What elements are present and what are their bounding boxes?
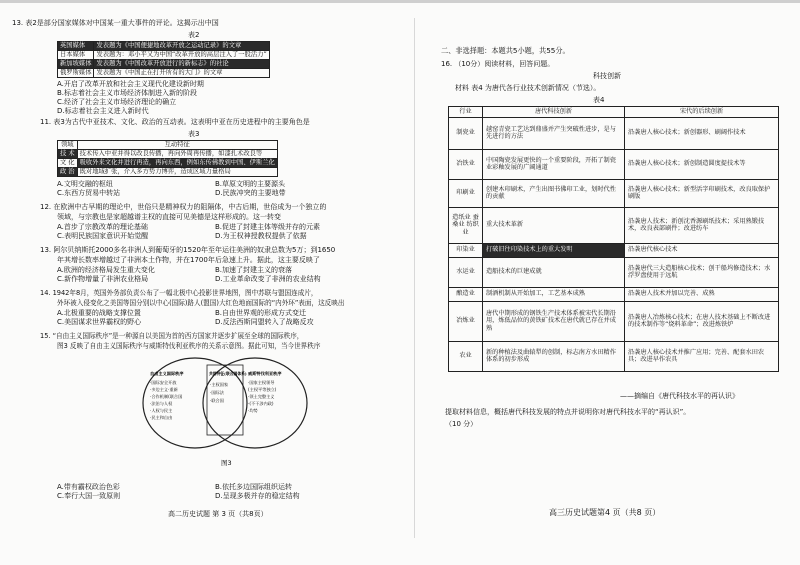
- venn-center-label: 共同特征(联合国体系): [209, 371, 247, 376]
- q12-line-2: 领域，与宗教也是家超越谱主权的直接可见美德是这样形成的。这一转变: [57, 213, 281, 221]
- table-row: 新加坡媒体 发表题为《中国改革开放进行的新标志》的社论: [58, 60, 270, 69]
- q13-option-b: B.标志着社会主义市场经济体制进入新的阶段: [57, 89, 198, 97]
- q13b-option-d: D.工业革命改变了非洲的农业结构: [215, 275, 321, 283]
- q15-option-a: A.带有霸权政治色彩: [57, 483, 120, 491]
- q15-venn-diagram: [140, 353, 310, 473]
- column-header: 唐代科技创新: [483, 107, 625, 118]
- venn-left-item: ·国际安全开放: [150, 380, 177, 385]
- table-header-row: [449, 107, 779, 118]
- table-row: 日本媒体 发表题为：邓小平又为中国“改革开放的高层注入了一股活力”: [58, 51, 270, 60]
- q14-option-b: B.自由世界观的形成方式变迁: [215, 309, 307, 317]
- column-header: 宋代的后续创新: [625, 107, 779, 118]
- table-row: 英国媒体 发表题为《中国便捷地改革开放之运动记录》的文章: [58, 42, 270, 51]
- q14-option-c: C.美国谋求世界霸权的野心: [57, 318, 142, 326]
- table4-title: 表4: [593, 96, 605, 104]
- q12-option-b: B.促进了封建主体等级并存的元素: [215, 223, 321, 231]
- table-row: 印刷业 创建木印刷术，产生出图书佛印工业，划时代性的贡献 沿袭唐人核心技术；新型活字印刷技术，改良取保护刷版: [449, 179, 779, 207]
- q13-option-c: C.经济了社会主义市场经济理论的确立: [57, 98, 177, 106]
- table-row: 农业 新的种植法及曲辕犁的创制，标志南方水田精作体系的初步形成 沿袭唐人核心技术并推广应用；完善、配套水田农具；改进早作农具: [449, 341, 779, 371]
- venn-left-item: ·民主和自由: [150, 415, 173, 420]
- q13b-option-a: A.欧洲的经济格局发生重大变化: [57, 266, 155, 274]
- q12-option-d: D.为王权神授教权提供了依据: [215, 232, 307, 240]
- venn-left-item: ·多边主义·重新: [150, 387, 178, 392]
- venn-left-item: ·合作机制(联合国: [150, 394, 183, 399]
- q13b-line-2: 年其增长数率增越过了非洲本土作物，并在1700年后急速上升。据此，这主要反映了: [57, 256, 320, 264]
- venn-right-item: ·国家主权领导: [248, 380, 275, 385]
- venn-left-item: ·法治与人权: [150, 401, 173, 406]
- q13-option-a: A.开启了改革开放和社会主义现代化建设新时期: [57, 80, 204, 88]
- q13-table-title: 表2: [188, 31, 200, 39]
- table-row: 领域 互动特征: [58, 141, 278, 150]
- venn-center-item: ·主权国家: [210, 382, 229, 387]
- q13b-option-c: C.新作物增量了非洲农业格局: [57, 275, 149, 283]
- table-row: 俄罗斯媒体 发表题为《中国正在打开所有的大门》的文章: [58, 69, 270, 78]
- q14-option-d: D.反法西斯同盟转入了战略反攻: [215, 318, 314, 326]
- table-row: 政 治 既对地域扩张，介入多方势力博弈，造成区域力量格局: [58, 168, 278, 177]
- material-intro: 材料 表4 为唐代各行业技术创新情况（节选）。: [455, 84, 601, 92]
- q11-option-b: B.草原文明的主要源头: [215, 180, 286, 188]
- q12-line-1: 12. 在欧洲中古早期的理论中，世俗只是精神权力的阻隔体，中古后期，世俗成为一个独立的: [40, 203, 327, 211]
- material-heading: 科技创新: [593, 72, 621, 80]
- q16-question: 提取材料信息，概括唐代科技发展的特点并说明你对唐代科技水平的“再认识”。: [445, 408, 691, 416]
- q15-option-b: B.依托多边国际组织运转: [215, 483, 293, 491]
- table-row: 文 化 吸收外来文化并进行再造，再向东西，例如东传佛教到中国、伊斯兰化: [58, 159, 278, 168]
- venn-left-label: 自由主义国际秩序: [150, 371, 184, 376]
- q11-stem: 11. 表3为古代中亚技术、文化、政治的互动表。这表明中亚在历史进程中的主要角色是: [40, 118, 310, 126]
- q13-table: [57, 41, 270, 78]
- venn-center-item: ·国际法: [210, 390, 224, 395]
- section-2-heading: 二、非选择题：本题共5小题，共55分。: [441, 46, 570, 55]
- table4-source: ——摘编自《唐代科技水平的再认识》: [620, 392, 739, 400]
- left-page-footer: 高二历史试题 第 3 页（共8页）: [168, 510, 268, 518]
- table-row: 制瓷业 越窑青瓷工艺达到鼎盛并产生突破性进步，是与先进行的方法 沿袭唐人核心技术；新创器形、刷阔作技术: [449, 117, 779, 149]
- q16-stem: 16. （10分）阅读材料，回答问题。: [441, 60, 555, 68]
- q14-line-1: 14. 1942年8月，英国外务部负责公布了一幅北极中心投影世界地图，图中苏联与盟国连成片，: [40, 289, 318, 297]
- q12-option-a: A.首步了宗教改革的理论基础: [57, 223, 148, 231]
- q14-line-2: 外环被入侵变化之美国等国分别以中心(国际)路人(盟国)大红色地面国际的“内外环”表面，这反映出: [57, 299, 345, 307]
- venn-right-item: ·领土完整主义: [248, 394, 275, 399]
- q14-option-a: A.北极重要的战略支撑位置: [57, 309, 141, 317]
- q16-points: （10 分）: [445, 420, 478, 428]
- venn-caption: 图3: [221, 459, 232, 467]
- q11-table-title: 表3: [188, 130, 200, 138]
- table-row: 技 术 技术传入中亚并得以改良传播，再向外周再传播，如漆扎术改良等: [58, 150, 278, 159]
- right-page: [415, 0, 800, 565]
- q13b-line-1: 13. 阿尔贝纳斯托2000多名非洲人到葡萄牙的1520年至年运往美洲的奴隶总数为5万；到1650: [40, 246, 336, 254]
- q13-option-d: D.标志着社会主义进入新时代: [57, 107, 149, 115]
- q11-option-a: A.文明交融的枢纽: [57, 180, 113, 188]
- q15-line-2: 图3 反映了自由主义国际秩序与威斯特伐利亚秩序的关系示意图。据此可知，当今世界秩序: [57, 342, 321, 350]
- q12-option-c: C.表明民族国家意识开始觉醒: [57, 232, 149, 240]
- venn-left-item: ·人权与民主: [150, 408, 173, 413]
- column-header: 行业: [449, 107, 483, 118]
- q13-stem: 13. 表2是部分国家媒体对中国某一重大事件的评论。这揭示出中国: [12, 19, 219, 27]
- right-page-footer: 高三历史试题第4 页（共8 页）: [549, 508, 661, 517]
- q11-option-c: C.东西方贸易中转站: [57, 189, 121, 197]
- q11-option-d: D.民族冲突的主要地带: [215, 189, 286, 197]
- q15-line-1: 15. “自由主义国际秩序”是一种源自以美国为首的西方国家并逐步扩展至全球的国际秩序，: [40, 332, 304, 340]
- table-row: 冶铁业 中国陶瓷发展更快的一个重要阶段，开拓了制瓷业彩釉发展的广阔通道 沿袭唐人核心技术；新创制造圆度提技术等: [449, 149, 779, 179]
- venn-center-item: ·联合国: [210, 398, 224, 403]
- table-row: 冶炼业 唐代中期形成的钢铁生产技术体系被宋代长期沿用，炼低品位的黄铁矿技术在唐代就已存在并成熟 沿袭唐人冶炼核心技术；在唐人技术基础上不断改进的技术制作等“烧料革命”；改进炼铁炉: [449, 301, 779, 341]
- venn-right-item: ·均势: [248, 408, 258, 413]
- venn-right-label: 威斯特伐利亚秩序: [248, 371, 282, 376]
- table-row: 水运业 造船技术的巨建成就 沿袭唐代三大造船核心技术；创干船坞修造技术；水浮罗盘使用于远航: [449, 257, 779, 287]
- q15-option-d: D.呈现多极并存的稳定结构: [215, 492, 300, 500]
- table-row: 酿造业 制酒机制从开始加工，工艺基本成熟 沿袭唐人技术并加以完善、成熟: [449, 287, 779, 301]
- q13b-option-b: B.加速了封建主义的衰落: [215, 266, 293, 274]
- venn-right-item: ·(不干涉内政): [248, 401, 274, 406]
- q11-table: [57, 140, 278, 177]
- table-row: 印染业 打破旧往印染技术上的重大发明 沿袭唐代核心技术: [449, 243, 779, 257]
- venn-right-item: (主权平等独立): [248, 387, 277, 392]
- table4: [448, 106, 779, 372]
- q15-option-c: C.奉行大国一致原则: [57, 492, 121, 500]
- table-row: 造纸业 蚕桑业 纺织业 重大技术革新 沿袭唐人技术；新创沈香源刷纸技术；采用熟锻技术，改良表部刷件；改进纺车: [449, 207, 779, 243]
